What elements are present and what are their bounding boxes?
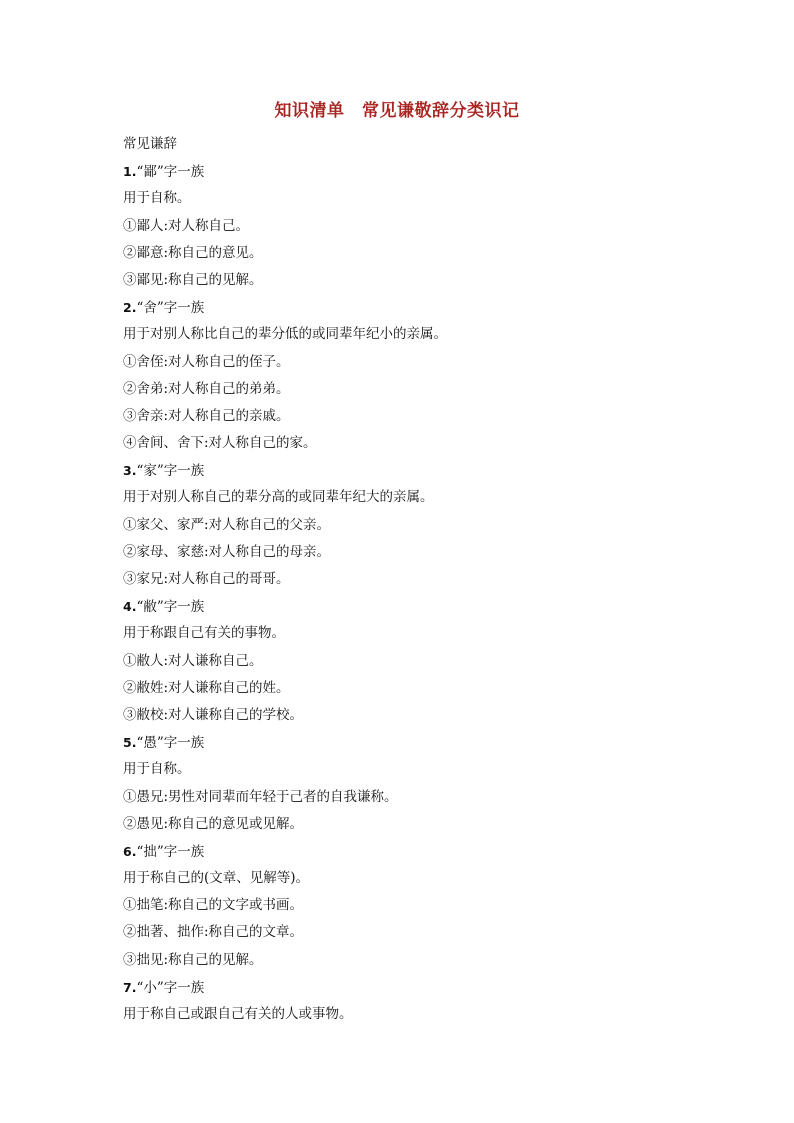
group-heading xyxy=(123,974,723,1001)
list-item: ③家兄:对人称自己的哥哥。 xyxy=(123,571,290,587)
group-usage: 用于称自己或跟自己有关的人或事物。 xyxy=(123,1006,353,1022)
group-usage: 用于自称。 xyxy=(123,761,191,778)
section-intro: 常见谦辞 xyxy=(123,136,177,152)
list-item: ①鄙人:对人称自己。 xyxy=(123,217,250,234)
list-item: ②舍弟:对人称自己的弟弟。 xyxy=(123,380,290,397)
group-heading-text: “拙”字一族 xyxy=(136,843,205,860)
group-usage: 用于称跟自己有关的事物。 xyxy=(123,625,285,642)
list-item: ④舍间、舍下:对人称自己的家。 xyxy=(123,435,317,452)
group-usage: 用于对别人称比自己的辈分低的或同辈年纪小的亲属。 xyxy=(123,326,447,343)
list-item: ①舍侄:对人称自己的侄子。 xyxy=(123,353,290,370)
group-heading-text: “家”字一族 xyxy=(136,463,205,480)
list-item: ②家母、家慈:对人称自己的母亲。 xyxy=(123,543,331,560)
group-heading-text: “愚”字一族 xyxy=(136,735,205,752)
list-item: ②敝姓:对人谦称自己的姓。 xyxy=(123,679,290,696)
group-heading xyxy=(123,838,723,865)
group-heading xyxy=(123,593,723,620)
list-item: ③敝校:对人谦称自己的学校。 xyxy=(123,706,304,723)
group-heading-text: “敝”字一族 xyxy=(136,599,205,616)
group-usage: 用于自称。 xyxy=(123,190,191,207)
group-number: 5. xyxy=(123,735,137,751)
list-item: ③拙见:称自己的见解。 xyxy=(123,951,263,968)
group-heading-text: “鄙”字一族 xyxy=(136,164,205,181)
list-item: ③舍亲:对人称自己的亲戚。 xyxy=(123,407,290,424)
group-usage: 用于对别人称自己的辈分高的或同辈年纪大的亲属。 xyxy=(123,489,434,506)
group-number: 2. xyxy=(123,300,137,316)
list-item: ②拙著、拙作:称自己的文章。 xyxy=(123,924,304,941)
group-heading-text: “舍”字一族 xyxy=(136,300,205,317)
list-item: ①家父、家严:对人称自己的父亲。 xyxy=(123,516,331,533)
group-heading xyxy=(123,294,723,321)
group-heading xyxy=(123,729,723,756)
list-item: ③鄙见:称自己的见解。 xyxy=(123,271,263,288)
page-title: 知识清单 常见谦敬辞分类识记 xyxy=(274,101,520,121)
group-usage: 用于称自己的(文章、见解等)。 xyxy=(123,870,310,887)
group-number: 7. xyxy=(123,979,137,995)
list-item: ②鄙意:称自己的意见。 xyxy=(123,244,263,261)
list-item: ②愚见:称自己的意见或见解。 xyxy=(123,815,304,832)
group-heading xyxy=(123,158,723,185)
group-heading xyxy=(123,457,723,484)
group-heading-text: “小”字一族 xyxy=(136,979,205,996)
list-item: ①拙笔:称自己的文字或书画。 xyxy=(123,897,304,914)
list-item: ①敝人:对人谦称自己。 xyxy=(123,652,263,669)
group-number: 3. xyxy=(123,463,137,479)
group-number: 1. xyxy=(123,164,137,180)
group-number: 6. xyxy=(123,843,137,859)
list-item: ①愚兄:男性对同辈而年轻于己者的自我谦称。 xyxy=(123,788,398,805)
group-number: 4. xyxy=(123,599,137,615)
document-body xyxy=(123,131,723,1028)
